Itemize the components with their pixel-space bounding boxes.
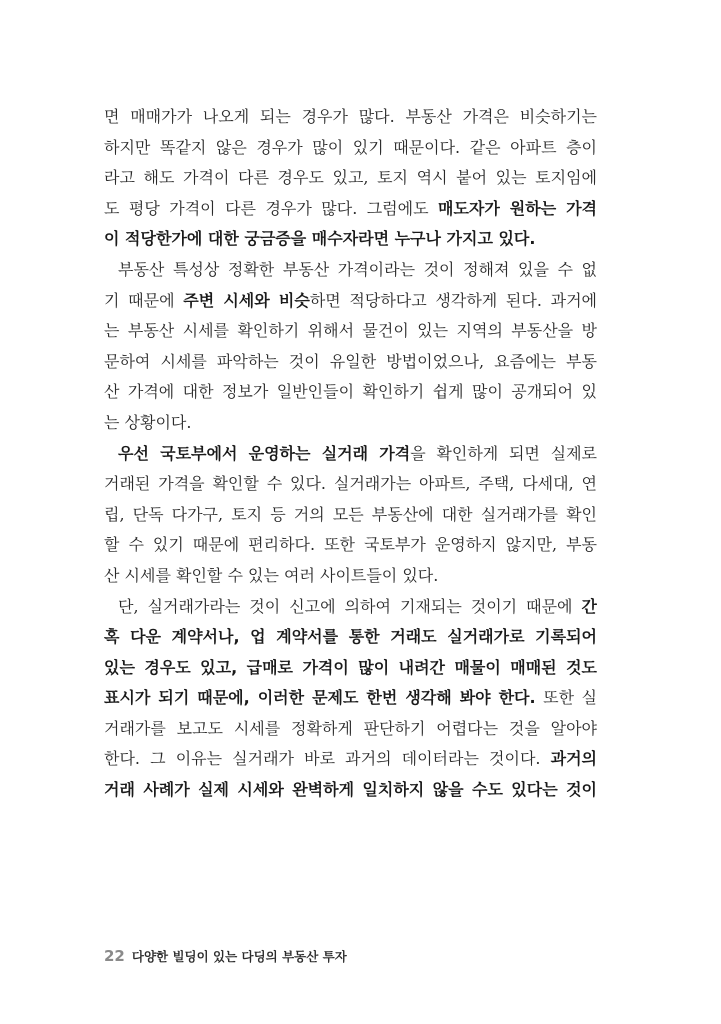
paragraph — [104, 255, 597, 439]
text-line — [104, 775, 597, 806]
bold-text: 거래 사례가 실제 시세와 완벽하게 일치하지 않을 수도 있다는 것이 — [104, 780, 597, 800]
bold-text: 과거의 — [550, 749, 597, 769]
bold-text: 표시가 되기 때문에, 이러한 문제도 한번 생각해 봐야 한다. — [104, 688, 536, 708]
bold-text: 매도자가 원하는 가격 — [438, 198, 597, 218]
text-line — [104, 469, 597, 500]
text-span: 라고 해도 가격이 다른 경우도 있고, 토지 역시 붙어 있는 토지임에 — [104, 168, 597, 188]
text-line — [104, 255, 597, 286]
text-line — [104, 133, 597, 164]
text-span: 산 가격에 대한 정보가 일반인들이 확인하기 쉽게 많이 공개되어 있 — [104, 382, 597, 402]
bold-text: 주변 시세와 비슷 — [183, 290, 310, 310]
text-span: 한다. 그 이유는 실거래가 바로 과거의 데이터라는 것이다. — [104, 749, 551, 769]
text-line — [104, 347, 597, 378]
bold-text: 이 적당한가에 대한 궁금증을 매수자라면 누구나 가지고 있다. — [104, 229, 536, 249]
text-span: 거래가를 보고도 시세를 정확하게 판단하기 어렵다는 것을 알아야 — [104, 718, 597, 738]
text-line — [104, 163, 597, 194]
paragraph — [104, 592, 597, 806]
text-span: 산 시세를 확인할 수 있는 여러 사이트들이 있다. — [104, 565, 439, 585]
page-number: 22 — [104, 947, 125, 965]
bold-text: 있는 경우도 있고, 급매로 가격이 많이 내려간 매물이 매매된 것도 — [104, 657, 597, 677]
text-span: 거래된 가격을 확인할 수 있다. 실거래가는 아파트, 주택, 다세대, 연 — [104, 474, 597, 494]
text-line — [104, 194, 597, 225]
bold-text: 우선 국토부에서 운영하는 실거래 가격 — [118, 443, 411, 463]
text-span: 기 때문에 — [104, 290, 184, 310]
text-line — [104, 683, 597, 714]
text-line — [104, 439, 597, 470]
text-line — [104, 102, 597, 133]
text-span: 단, 실거래가라는 것이 신고에 의하여 기재되는 것이기 때문에 — [118, 596, 582, 616]
text-line — [104, 377, 597, 408]
text-span: 면 매매가가 나오게 되는 경우가 많다. 부동산 가격은 비슷하기는 — [104, 107, 597, 126]
text-span: 립, 단독 다가구, 토지 등 거의 모든 부동산에 대한 실거래가를 확인 — [104, 504, 597, 524]
text-line — [104, 316, 597, 347]
body-text — [104, 102, 597, 806]
paragraph — [104, 439, 597, 592]
text-span: 도 평당 가격이 다른 경우가 많다. 그럼에도 — [104, 198, 439, 218]
text-span: 할 수 있기 때문에 편리하다. 또한 국토부가 운영하지 않지만, 부동 — [104, 535, 597, 555]
text-span: 을 확인하게 되면 실제로 — [410, 443, 597, 463]
text-span: 하면 적당하다고 생각하게 된다. 과거에 — [309, 290, 597, 310]
text-line — [104, 561, 597, 592]
text-span: 부동산 특성상 정확한 부동산 가격이라는 것이 정해져 있을 수 없 — [118, 259, 597, 279]
text-span: 문하여 시세를 파악하는 것이 유일한 방법이었으나, 요즘에는 부동 — [104, 351, 597, 371]
text-line — [104, 592, 597, 623]
text-line — [104, 224, 597, 255]
text-span: 하지만 똑같지 않은 경우가 많이 있기 때문이다. 같은 아파트 층이 — [104, 137, 597, 157]
text-line — [104, 714, 597, 745]
text-line — [104, 408, 597, 439]
text-line — [104, 653, 597, 684]
text-line — [104, 622, 597, 653]
page-footer — [104, 946, 347, 966]
text-span: 또한 실 — [535, 688, 597, 708]
text-line — [104, 286, 597, 317]
text-line — [104, 500, 597, 531]
bold-text: 간 — [581, 596, 597, 616]
running-title: 다양한 빌딩이 있는 다딩의 부동산 투자 — [131, 949, 347, 964]
text-span: 는 상황이다. — [104, 412, 192, 432]
text-line — [104, 530, 597, 561]
bold-text: 혹 다운 계약서나, 업 계약서를 통한 거래도 실거래가로 기록되어 — [104, 627, 597, 647]
text-line — [104, 744, 597, 775]
text-span: 는 부동산 시세를 확인하기 위해서 물건이 있는 지역의 부동산을 방 — [104, 321, 597, 341]
paragraph — [104, 102, 597, 255]
